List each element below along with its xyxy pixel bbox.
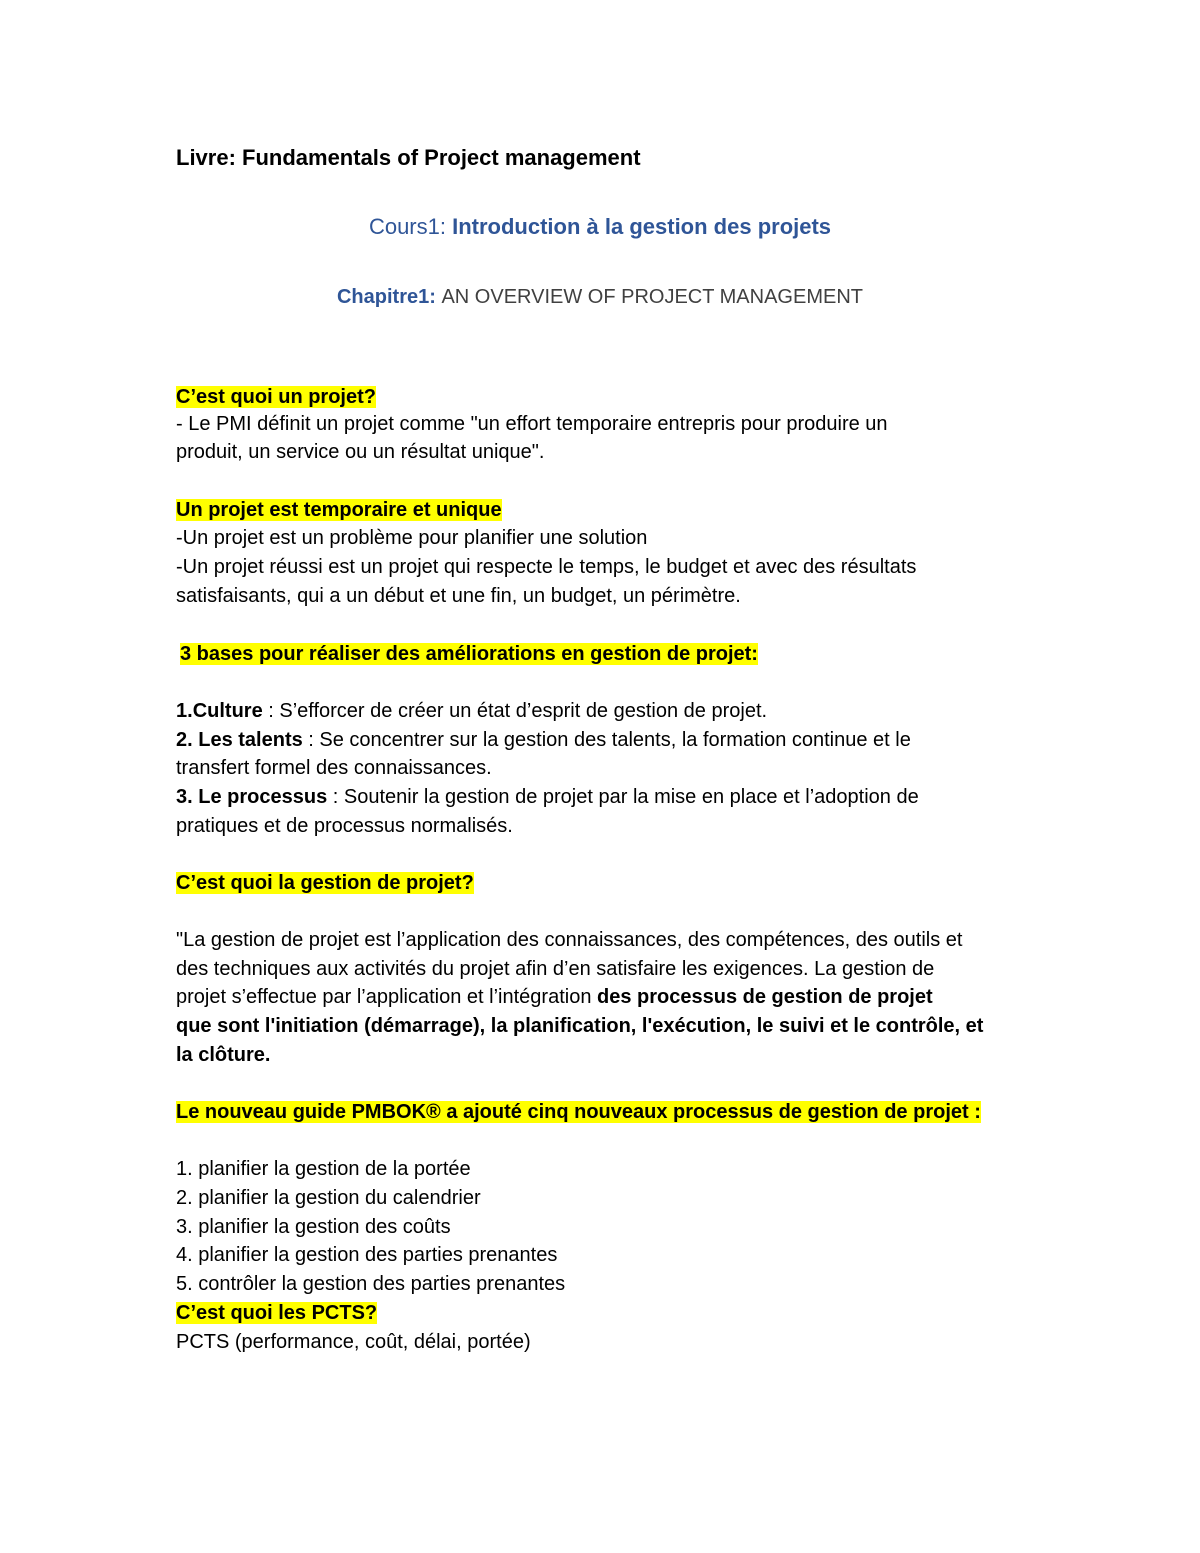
- section-project-management-heading: C’est quoi la gestion de projet?: [176, 872, 474, 894]
- course-title: [0, 212, 1200, 242]
- section-three-bases-heading: 3 bases pour réaliser des améliorations en gestion de projet:: [180, 643, 758, 665]
- paragraph-line: -Un projet est un problème pour planifier une solution: [176, 527, 648, 549]
- chapter-prefix: Chapitre1:: [336, 286, 442, 308]
- section-pcts-heading: C’est quoi les PCTS?: [176, 1302, 378, 1324]
- course-name: Introduction à la gestion des projets: [452, 214, 832, 239]
- list-item: 5. contrôler la gestion des parties prenantes: [176, 1273, 566, 1295]
- book-title: Livre: Fundamentals of Project management: [176, 145, 641, 170]
- list-item-continuation: transfert formel des connaissances.: [176, 757, 492, 779]
- list-item: 3. Le processus : Soutenir la gestion de projet par la mise en place et l’adoption de: [176, 786, 919, 808]
- list-item: 3. planifier la gestion des coûts: [176, 1216, 451, 1238]
- chapter-title: [0, 283, 1200, 311]
- section-pmbok-heading: Le nouveau guide PMBOK® a ajouté cinq nouveaux processus de gestion de projet :: [176, 1101, 981, 1123]
- list-item: 1. planifier la gestion de la portée: [176, 1158, 471, 1180]
- chapter-name: AN OVERVIEW OF PROJECT MANAGEMENT: [441, 286, 863, 308]
- course-prefix: Cours1:: [368, 214, 453, 239]
- paragraph-line: -Un projet réussi est un projet qui respecte le temps, le budget et avec des résultats: [176, 556, 917, 578]
- paragraph-line: - Le PMI définit un projet comme "un effort temporaire entrepris pour produire un: [176, 413, 888, 435]
- list-item: 2. Les talents : Se concentrer sur la gestion des talents, la formation continue et le: [176, 729, 911, 751]
- list-item-continuation: pratiques et de processus normalisés.: [176, 815, 513, 837]
- quote-line: que sont l'initiation (démarrage), la planification, l'exécution, le suivi et le contrôle, et: [176, 1015, 984, 1037]
- quote-line: la clôture.: [176, 1044, 271, 1066]
- list-item: 4. planifier la gestion des parties prenantes: [176, 1244, 558, 1266]
- quote-line: projet s’effectue par l’application et l’intégration des processus de gestion de projet: [176, 986, 933, 1008]
- list-item: 1.Culture : S’efforcer de créer un état d’esprit de gestion de projet.: [176, 700, 768, 722]
- paragraph-line: produit, un service ou un résultat unique".: [176, 441, 545, 463]
- quote-line: "La gestion de projet est l’application des connaissances, des compétences, des outils et: [176, 929, 963, 951]
- quote-line: des techniques aux activités du projet afin d’en satisfaire les exigences. La gestion de: [176, 958, 935, 980]
- list-item: 2. planifier la gestion du calendrier: [176, 1187, 481, 1209]
- paragraph-line: satisfaisants, qui a un début et une fin, un budget, un périmètre.: [176, 585, 741, 607]
- section-what-is-project-heading: C’est quoi un projet?: [176, 386, 376, 408]
- section-temporary-unique-heading: Un projet est temporaire et unique: [176, 499, 502, 521]
- pcts-definition: PCTS (performance, coût, délai, portée): [176, 1331, 531, 1353]
